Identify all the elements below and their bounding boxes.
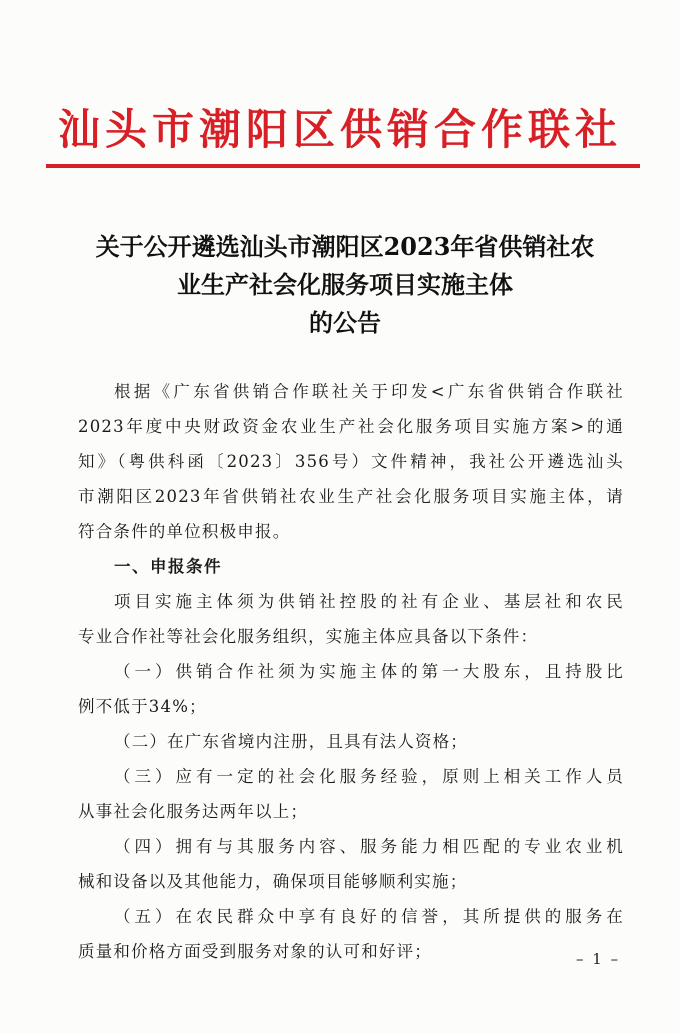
page-number: – 1 – <box>576 950 621 968</box>
body-line: 从事社会化服务达两年以上； <box>78 802 309 821</box>
body-line: （四）拥有与其服务内容、服务能力相匹配的专业农业机 <box>114 837 624 856</box>
body-line: 质量和价格方面受到服务对象的认可和好评； <box>78 942 432 961</box>
title-line-1: 关于公开遴选汕头市潮阳区2023年省供销社农 <box>95 232 595 261</box>
organization-header: 汕头市潮阳区供销合作联社 <box>57 105 622 154</box>
body-line: 专业合作社等社会化服务组织，实施主体应具备以下条件： <box>78 627 539 646</box>
body-line: （一）供销合作社须为实施主体的第一大股东，且持股比 <box>114 662 624 681</box>
body-line: （二）在广东省境内注册，且具有法人资格； <box>114 732 468 751</box>
body-line: 符合条件的单位积极申报。 <box>78 522 291 541</box>
paragraph-basis <box>78 374 624 549</box>
red-header-rule <box>46 164 640 168</box>
title-line-3: 的公告 <box>309 308 381 337</box>
condition-item-2 <box>78 724 624 759</box>
body-line: 市潮阳区2023年省供销社农业生产社会化服务项目实施主体，请 <box>78 487 624 506</box>
body-line: 例不低于34%； <box>78 697 207 716</box>
body-line: 项目实施主体须为供销社控股的社有企业、基层社和农民 <box>114 592 624 611</box>
title-line-2: 业生产社会化服务项目实施主体 <box>177 270 513 299</box>
body-line: 械和设备以及其他能力，确保项目能够顺利实施； <box>78 872 468 891</box>
condition-item-4 <box>78 829 624 899</box>
paragraph-requirements-intro <box>78 584 624 654</box>
body-line: （五）在农民群众中享有良好的信誉，其所提供的服务在 <box>114 907 624 926</box>
body-line: 2023年度中央财政资金农业生产社会化服务项目实施方案>的通 <box>78 417 624 436</box>
condition-item-1 <box>78 654 624 724</box>
section-heading: 一、申报条件 <box>114 557 222 576</box>
body-line: 知》（粤供科函〔2023〕356号）文件精神，我社公开遴选汕头 <box>78 452 624 471</box>
condition-item-5 <box>78 899 624 969</box>
condition-item-3 <box>78 759 624 829</box>
body-line: （三）应有一定的社会化服务经验，原则上相关工作人员 <box>114 767 624 786</box>
document-body <box>78 374 624 969</box>
body-line: 根据《广东省供销合作联社关于印发<广东省供销合作联社 <box>114 382 624 401</box>
document-title <box>40 228 650 342</box>
